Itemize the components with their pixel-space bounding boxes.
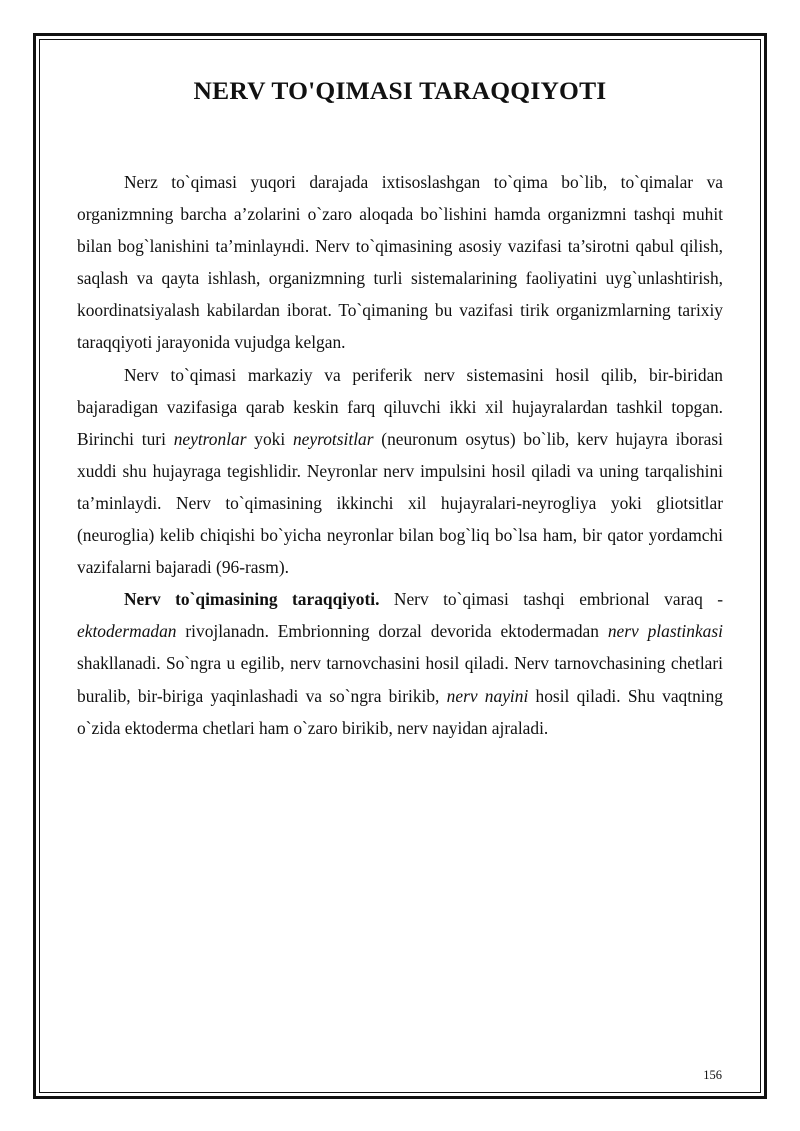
term-neytronlar: neytronlar — [173, 428, 247, 449]
paragraph-2-text: Nerv to`qimasi markaziy va periferik nerv sistemasini hosil qilib, bir-biridan bajaradigan vazifasiga qarab keskin farq qiluvchi ikki xil hujayralardan tashkil topgan. Birinchi turi — [77, 364, 723, 449]
paragraph-2-text: (neuronum osytus) bo`lib, kerv hujayra iborasi xuddi shu hujayraga tegishlidir. Neyronlar nerv impulsini hosil qiladi va uning tarqalishini ta’minlaydi. Nerv to`qimasining ikkinchi xil hujayralari-neyrogliya yoki gliotsitlar (neuroglia) kelib chiqishi bo`yicha neyronlar bilan bog`liq bo`lsa ham, bir qator yordamchi vazifalarni bajaradi (96-rasm). — [77, 428, 723, 578]
paragraph-3 — [77, 583, 723, 743]
paragraph-1-text: Nerz to`qimasi yuqori darajada ixtisoslashgan to`qima bo`lib, to`qimalar va organizmning barcha a’zolarini o`zaro aloqada bo`lishini hamda organizmni tashqi muhit bilan bog`lanishini ta’minlayнdi. Nerv to`qimasining asosiy vazifasi ta’sirotni qabul qilish, saqlash va qayta ishlash, organizmning turli sistemalarining faoliyatini uyg`unlashtirish, koordinatsiyalash kabilardan iborat. To`qimaning bu vazifasi tirik organizmlarning tarixiy taraqqiyoti jarayonida vujudga kelgan. — [77, 172, 723, 353]
paragraph-3-text: hosil qiladi. Shu vaqtning o`zida ektoderma chetlari ham o`zaro birikib, nerv nayidan ajraladi. — [77, 685, 723, 738]
paragraph-1 — [77, 166, 723, 359]
paragraph-2 — [77, 359, 723, 584]
term-nerv-nayini: nerv nayini — [446, 685, 529, 706]
term-neyrotsitlar: neyrotsitlar — [292, 428, 374, 449]
page-title: NERV TO'QIMASI TARAQQIYOTI — [193, 76, 607, 105]
paragraph-2-text: yoki — [246, 428, 293, 449]
paragraph-3-text: rivojlanadn. Embrionning dorzal devorida ektodermadan — [176, 621, 608, 642]
term-nerv-plastinkasi: nerv plastinkasi — [607, 621, 723, 642]
body-text — [77, 166, 723, 744]
term-ektodermadan: ektodermadan — [77, 621, 177, 642]
page-number: 156 — [703, 1068, 722, 1082]
section-heading: Nerv to`qimasining taraqqiyoti. — [124, 589, 380, 610]
paragraph-3-text: shakllanadi. So`ngra u egilib, nerv tarnovchasini hosil qiladi. Nerv tarnovchasining chetlari buralib, bir-biriga yaqinlashadi va so`ngra birikib, — [77, 653, 723, 706]
paragraph-3-text: Nerv to`qimasi tashqi embrional varaq - — [379, 589, 724, 610]
